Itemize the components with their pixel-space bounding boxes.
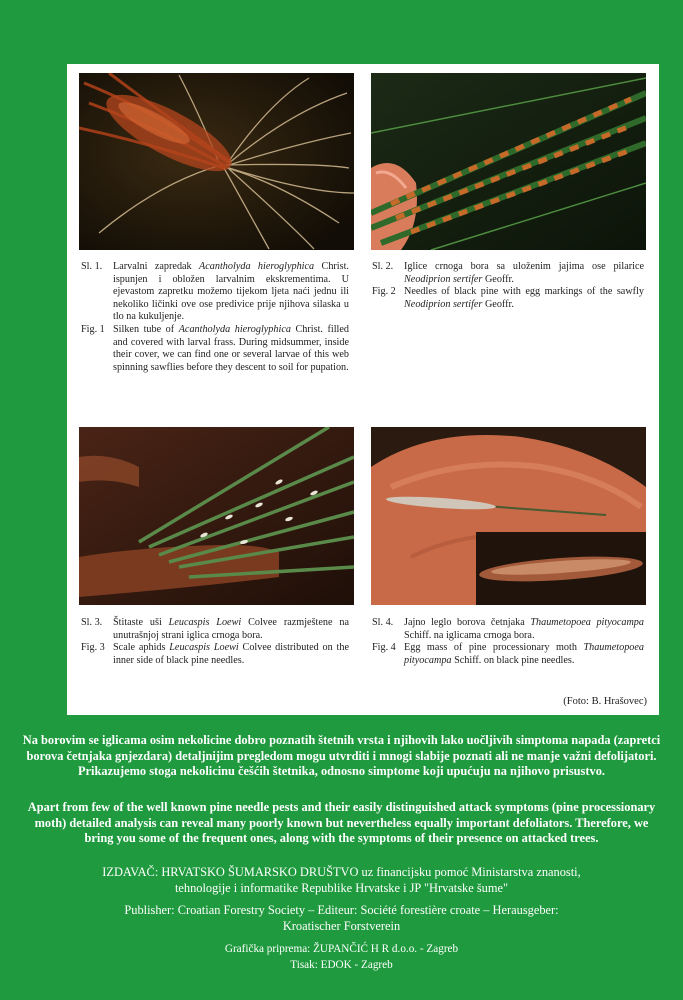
caption-4-fig-text: Egg mass of pine processionary moth Thaumetopoea pityocampa Schiff. on black pine needles. (404, 642, 644, 666)
caption-4 (372, 617, 644, 667)
photo-neodiprion-eggs (371, 73, 646, 250)
publisher-multilingual: Publisher: Croatian Forestry Society – Editeur: Société forestière croate – Herausgeber: Kroatischer Forstverein (124, 903, 559, 933)
caption-4-fig-label: Fig. 4 (372, 642, 396, 654)
caption-2 (372, 261, 644, 311)
caption-1-fig-text: Silken tube of Acantholyda hieroglyphica Christ. filled and covered with larval frass. During midsummer, inside their cover, we can find one or several larvae of this web spinning sawflies before they descent to soil for pupation. (113, 323, 349, 373)
caption-1 (81, 261, 349, 374)
prepress-credit: Grafička priprema: ŽUPANČIĆ H R d.o.o. - Zagreb (224, 943, 459, 955)
caption-2-fig-text: Needles of black pine with egg markings of the sawfly Neodiprion sertifer Geoffr. (404, 286, 644, 310)
intro-english: Apart from few of the well known pine needle pests and their easily distinguished attack symptoms (pine processionary moth) detailed analysis can reveal many poorly known but nevertheless equally important defoliators. Therefore, we bring you some of the frequent ones, along with the symptoms of their presence on attacked trees. (27, 800, 656, 846)
caption-3-fig-text: Scale aphids Leucaspis Loewi Colvee distributed on the inner side of black pine needles. (113, 642, 349, 666)
caption-2-fig-label: Fig. 2 (372, 286, 396, 298)
caption-3 (81, 617, 349, 667)
caption-3-fig-label: Fig. 3 (81, 642, 105, 654)
caption-4-sl-text: Jajno leglo borova četnjaka Thaumetopoea pityocampa Schiff. na iglicama crnoga bora. (404, 617, 644, 641)
photo-credit: (Foto: B. Hrašovec) (563, 696, 647, 707)
caption-1-fig-label: Fig. 1 (81, 323, 105, 335)
photo-thaumetopoea-egg-mass (371, 427, 646, 605)
photo-acantholyda-silken-tube (79, 73, 354, 250)
caption-2-sl-label: Sl. 2. (372, 261, 394, 272)
caption-1-sl-text: Larvalni zapredak Acantholyda hieroglyphica Christ. ispunjen i obložen larvalnim ekskrementima. U ejevastom zapretku možemo tijekom ljeta naći jednu ili nekoliko ličinki ove ose predivice prije njihova silaska u tlo na kukuljenje. (113, 261, 349, 323)
caption-3-sl-label: Sl. 3. (81, 617, 103, 628)
caption-2-sl-text: Iglice crnoga bora sa uloženim jajima ose pilarice Neodiprion sertifer Geoffr. (404, 261, 644, 285)
caption-3-sl-text: Štitaste uši Leucaspis Loewi Colvee razmještene na unutrašnjoj strani iglica crnoga bora. (113, 617, 349, 641)
caption-1-sl-label: Sl. 1. (81, 261, 103, 272)
caption-4-sl-label: Sl. 4. (372, 617, 394, 628)
intro-croatian: Na borovim se iglicama osim nekolicine dobro poznatih štetnih vrsta i njihovih lako uočljivih simptoma napada (zapretci borova četnjaka gnjezdara) detaljnijim pregledom mogu utvrditi i mnogi slabije poznati ali ne manje važni defolijatori. Prikazujemo stoga nekolicinu češćih štetnika, odnosno simptome koji upućuju na njihovo prisustvo. (22, 733, 661, 779)
publisher-croatian: IZDAVAČ: HRVATSKO ŠUMARSKO DRUŠTVO uz financijsku pomoć Ministarstva znanosti, tehnologije i informatike Republike Hrvatske i JP "Hrvatske šume" (102, 865, 581, 895)
print-credit: Tisak: EDOK - Zagreb (290, 959, 393, 971)
photo-leucaspis-scale-aphids (79, 427, 354, 605)
figure-panel (67, 64, 659, 715)
